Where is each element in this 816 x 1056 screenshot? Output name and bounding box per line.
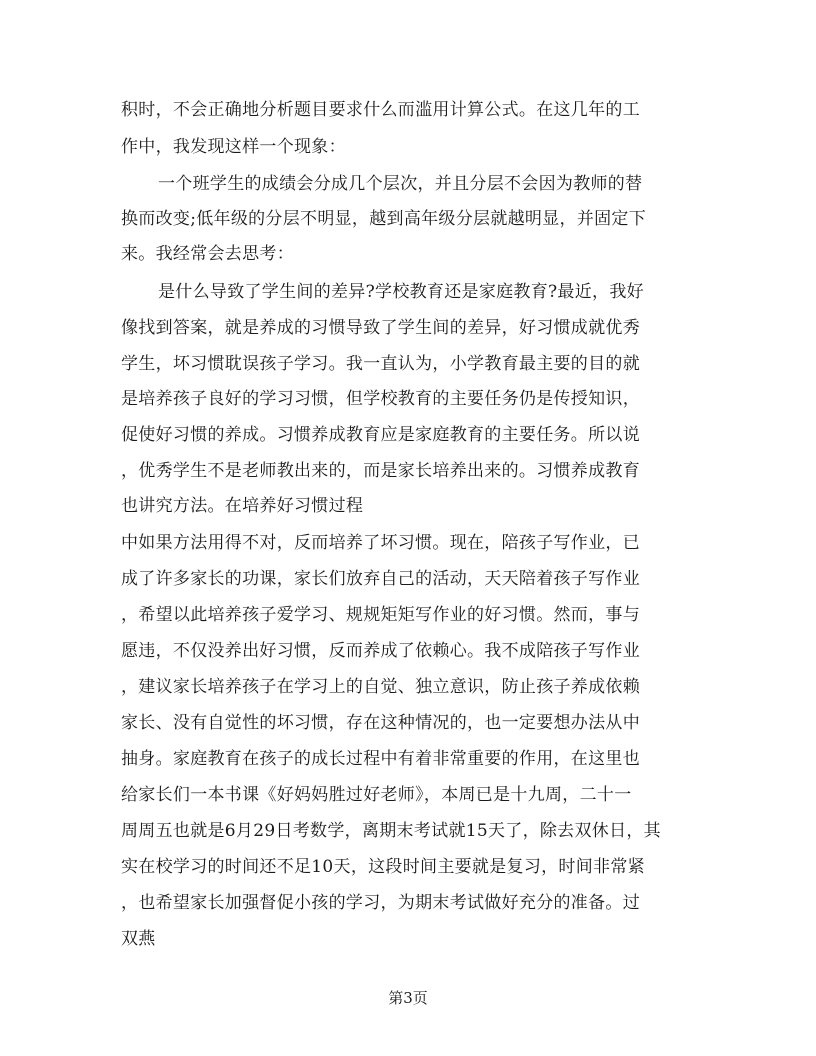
text-line: 促使好习惯的养成。习惯养成教育应是家庭教育的主要任务。所以说 bbox=[121, 425, 640, 445]
text-line: 来。我经常会去思考： bbox=[121, 244, 294, 264]
text-line: 愿违，不仅没养出好习惯，反而养成了依赖心。我不成陪孩子写作业 bbox=[121, 641, 640, 661]
text-line: 周周五也就是6月29日考数学，离期末考试就15天了，除去双休日，其 bbox=[121, 821, 661, 841]
text-line: 像找到答案，就是养成的习惯导致了学生间的差异，好习惯成就优秀 bbox=[121, 318, 640, 338]
text-line: 作中，我发现这样一个现象： bbox=[121, 137, 346, 157]
text-line: 是培养孩子良好的学习习惯，但学校教育的主要任务仍是传授知识， bbox=[121, 389, 640, 409]
text-line: 实在校学习的时间还不足10天，这段时间主要就是复习，时间非常紧 bbox=[121, 857, 645, 877]
text-line: ，建议家长培养孩子在学习上的自觉、独立意识，防止孩子养成依赖 bbox=[121, 677, 640, 697]
text-line: 双燕 bbox=[121, 929, 156, 949]
text-line: 家长、没有自觉性的坏习惯，存在这种情况的，也一定要想办法从中 bbox=[121, 713, 640, 733]
page-number: 第3页 bbox=[388, 989, 428, 1007]
text-line: 给家长们一本书课《好妈妈胜过好老师》，本周已是十九周，二十一 bbox=[121, 785, 632, 805]
text-line: 中如果方法用得不对，反而培养了坏习惯。现在，陪孩子写作业，已 bbox=[121, 533, 640, 553]
text-line: 一个班学生的成绩会分成几个层次，并且分层不会因为教师的替 bbox=[158, 174, 643, 194]
text-line: 是什么导致了学生间的差异?学校教育还是家庭教育?最近，我好 bbox=[158, 282, 644, 302]
text-line: 成了许多家长的功课，家长们放弃自己的活动，天天陪着孩子写作业 bbox=[121, 569, 640, 589]
text-line: 换而改变;低年级的分层不明显，越到高年级分层就越明显，并固定下 bbox=[121, 209, 647, 229]
text-line: 学生，坏习惯耽误孩子学习。我一直认为，小学教育最主要的目的就 bbox=[121, 354, 640, 374]
text-line: 积时，不会正确地分析题目要求什么而滥用计算公式。在这几年的工 bbox=[121, 100, 640, 120]
text-line: ，也希望家长加强督促小孩的学习，为期末考试做好充分的准备。过 bbox=[121, 893, 640, 913]
text-line: 抽身。家庭教育在孩子的成长过程中有着非常重要的作用，在这里也 bbox=[121, 749, 640, 769]
text-line: ，优秀学生不是老师教出来的，而是家长培养出来的。习惯养成教育 bbox=[121, 461, 640, 481]
text-line: 也讲究方法。在培养好习惯过程 bbox=[121, 496, 364, 516]
text-line: ，希望以此培养孩子爱学习、规规矩矩写作业的好习惯。然而，事与 bbox=[121, 605, 640, 625]
